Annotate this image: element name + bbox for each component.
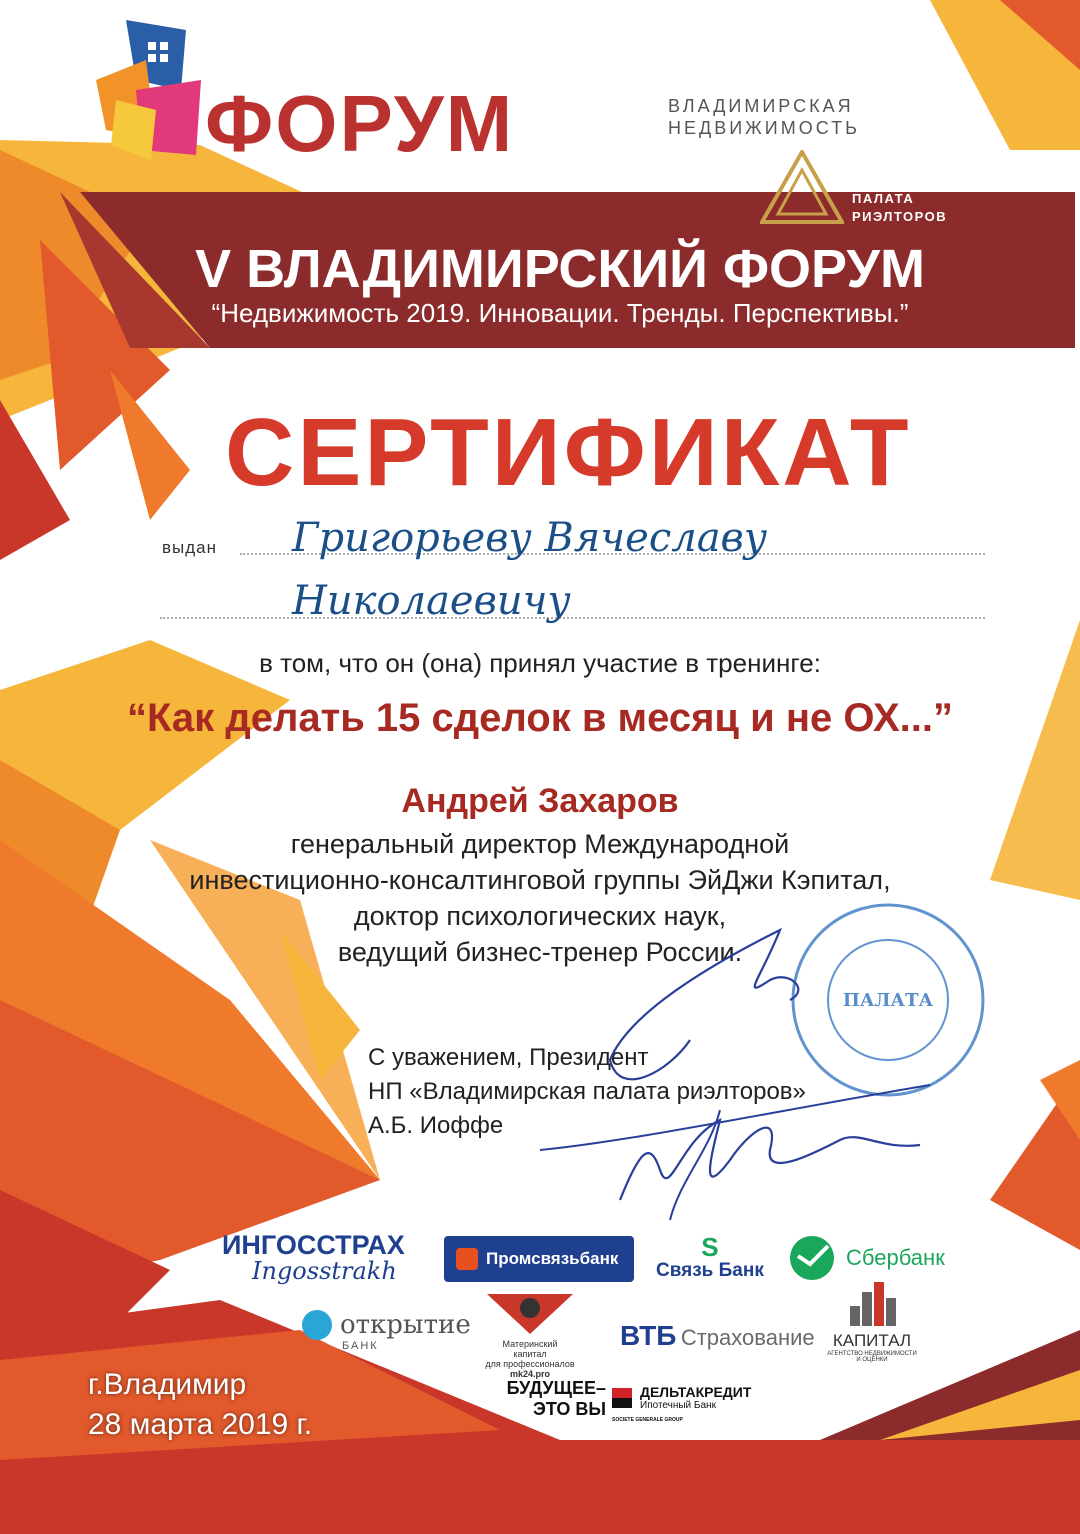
budushchee-line1: БУДУЩЕЕ–	[506, 1378, 606, 1398]
sberbank-name: Сбербанк	[846, 1245, 945, 1270]
stamp-center-text: ПАЛАТА	[842, 990, 934, 1011]
recipient-name-line2: Николаевичу	[292, 578, 571, 624]
signature-line3: А.Б. Иоффе	[368, 1112, 504, 1139]
recipient-name-line1: Григорьеву Вячеславу	[292, 515, 768, 561]
chamber-line3: РИЭЛТОРОВ	[852, 209, 948, 224]
deltakredit-sub: Ипотечный Банк	[640, 1400, 716, 1411]
forum-title: V ВЛАДИМИРСКИЙ ФОРУМ	[195, 239, 925, 299]
trainer-desc-line3: доктор психологических наук,	[353, 901, 727, 931]
vtb-logo	[620, 1320, 815, 1352]
sberbank-icon	[788, 1234, 836, 1282]
signature-line2: НП «Владимирская палата риэлторов»	[368, 1078, 806, 1105]
kapital-logo	[826, 1282, 918, 1363]
mk24-line2: для профессионалов	[485, 1359, 575, 1369]
deltakredit-name: ДЕЛЬТАКРЕДИТ	[640, 1384, 752, 1400]
kapital-icon	[842, 1282, 902, 1326]
forum-logo-subtitle	[668, 95, 860, 139]
kapital-sub: АГЕНТСТВО НЕДВИЖИМОСТИ И ОЦЕНКИ	[827, 1351, 917, 1363]
trainer-desc-line1: генеральный директор Международной	[290, 829, 790, 859]
logo-sub-line1: ВЛАДИМИРСКАЯ	[668, 96, 854, 116]
sberbank-logo	[788, 1234, 945, 1282]
forum-logo-word: ФОРУМ	[205, 79, 515, 168]
budushchee-line2: ЭТО ВЫ	[533, 1399, 606, 1419]
deltakredit-icon	[612, 1388, 632, 1408]
psb-icon	[456, 1248, 478, 1270]
vtb-sub: Страхование	[680, 1325, 815, 1350]
chamber-line2: ПАЛАТА	[852, 191, 915, 206]
signature-line1: С уважением, Президент	[368, 1044, 649, 1071]
trainer-name: Андрей Захаров	[401, 782, 679, 820]
participation-text: в том, что он (она) принял участие в тренинге:	[259, 648, 821, 678]
ingosstrakh-logo	[222, 1230, 405, 1285]
handwritten-signature-icon	[520, 900, 930, 1240]
realtors-chamber-icon	[760, 150, 844, 224]
deltakredit-logo	[612, 1384, 751, 1423]
deltakredit-group: SOCIETE GENERALE GROUP	[612, 1417, 683, 1423]
mk24-logo	[485, 1294, 575, 1379]
logo-sub-line2: НЕДВИЖИМОСТЬ	[668, 118, 860, 138]
otkritie-sub: БАНК	[342, 1340, 379, 1352]
forum-subtitle: “Недвижимость 2019. Инновации. Тренды. Перспективы.”	[211, 298, 909, 328]
chamber-line1: ВЛАДИМИРСКАЯ	[852, 173, 982, 188]
budushchee-logo	[490, 1378, 606, 1420]
otkritie-name: открытие	[340, 1310, 471, 1340]
trainer-desc-line4: ведущий бизнес-тренер России.	[337, 937, 743, 967]
svyazbank-logo	[656, 1234, 764, 1282]
trainer-desc-line2: инвестиционно-консалтинговой группы ЭйДжи Кэпитал,	[189, 865, 891, 895]
mk24-line3: mk24.pro	[509, 1369, 551, 1379]
forum-logo-icon	[96, 20, 206, 160]
svyazbank-icon: S	[701, 1232, 719, 1262]
training-title: “Как делать 15 сделок в месяц и не ОХ...”	[127, 696, 953, 740]
mk24-icon	[487, 1294, 573, 1334]
certificate-title: СЕРТИФИКАТ	[225, 399, 912, 506]
otkritie-icon	[302, 1310, 332, 1340]
recipient-dotline-2	[160, 617, 985, 619]
issue-city: г.Владимир	[88, 1368, 247, 1401]
ingosstrakh-name: ИНГОССТРАХ	[222, 1230, 405, 1260]
psb-name: Промсвязьбанк	[486, 1249, 619, 1268]
kapital-name: КАПИТАЛ	[832, 1331, 912, 1350]
mk24-line1: Материнский капитал	[502, 1339, 558, 1359]
realtors-chamber-label	[852, 172, 981, 226]
svyazbank-name: Связь Банк	[656, 1260, 764, 1281]
psb-logo	[444, 1236, 634, 1282]
issue-date: 28 марта 2019 г.	[88, 1408, 313, 1441]
otkritie-logo	[302, 1310, 471, 1352]
vtb-name: ВТБ	[620, 1320, 677, 1351]
ingosstrakh-latin: Ingosstrakh	[252, 1257, 397, 1285]
issued-label: выдан	[162, 538, 218, 557]
